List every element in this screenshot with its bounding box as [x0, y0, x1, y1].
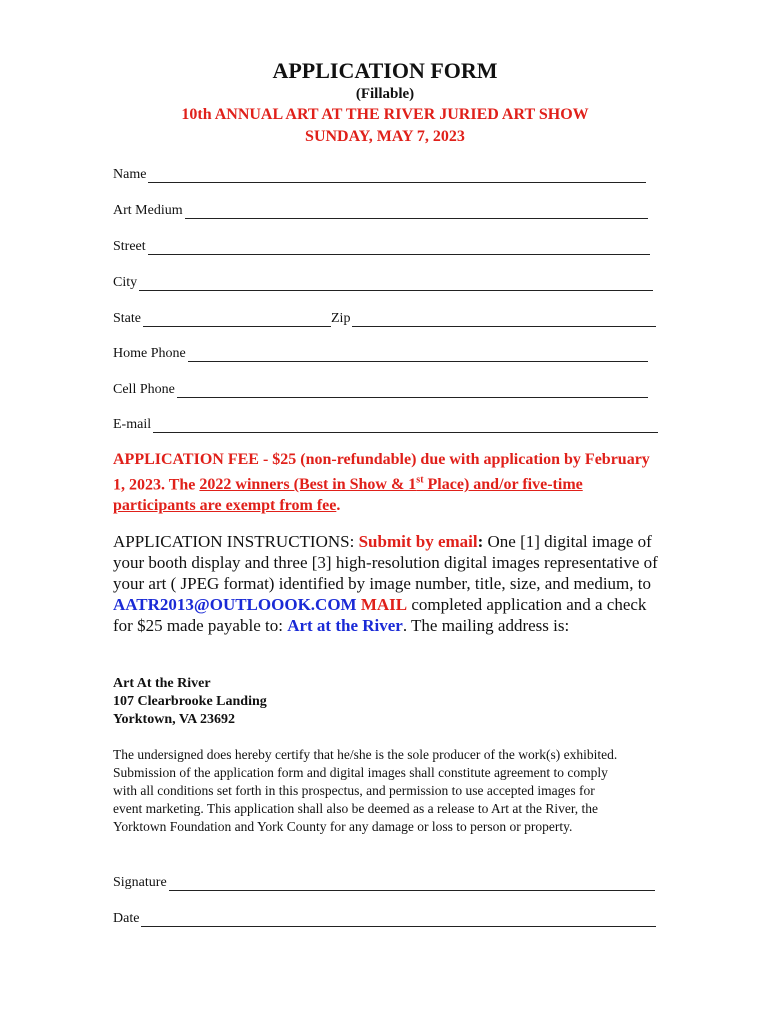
address-line-3: Yorktown, VA 23692: [113, 712, 236, 727]
state-label: State: [113, 311, 141, 326]
street-input-line[interactable]: [148, 238, 650, 255]
name-field[interactable]: [113, 163, 646, 183]
city-label: City: [113, 275, 138, 290]
email-input-line[interactable]: [153, 416, 658, 433]
home-phone-label: Home Phone: [113, 346, 186, 361]
instructions-lead: APPLICATION INSTRUCTIONS:: [113, 532, 359, 551]
mailing-address: [113, 675, 267, 729]
cell-phone-field[interactable]: [113, 378, 648, 398]
instructions-colon: :: [477, 532, 484, 551]
home-phone-input-line[interactable]: [188, 345, 648, 362]
signature-input-line[interactable]: [169, 874, 655, 891]
instructions-text-1: One [1] digital image of your booth display and three [3] high-resolution digital images representative of your art ( JPEG format) identified by image number, title, size, and medium, to: [113, 532, 658, 593]
name-label: Name: [113, 167, 147, 182]
instructions-text-3: . The mailing address is:: [402, 616, 570, 635]
city-input-line[interactable]: [139, 274, 653, 291]
art-medium-label: Art Medium: [113, 203, 183, 218]
instructions-text-2: completed application and a check for $25 made payable to:: [113, 595, 647, 635]
art-medium-input-line[interactable]: [185, 202, 648, 219]
home-phone-field[interactable]: [113, 342, 648, 362]
address-line-1: Art At the River: [113, 676, 211, 691]
email-field[interactable]: [113, 413, 658, 433]
fee-text: APPLICATION FEE - $25 (non-refundable) due with application by February 1, 2023. The: [113, 451, 650, 494]
form-header: [0, 58, 770, 148]
date-input-line[interactable]: [141, 910, 656, 927]
cell-phone-input-line[interactable]: [177, 381, 648, 398]
email-label: E-mail: [113, 417, 152, 432]
form-title: APPLICATION FORM: [272, 58, 498, 83]
mail-label: MAIL: [356, 595, 408, 614]
date-field[interactable]: [113, 907, 656, 927]
submit-by-email: Submit by email: [358, 532, 478, 551]
art-medium-field[interactable]: [113, 199, 648, 219]
fee-exemption-a: 2022 winners (Best in Show & 1st Place) and/or five-time participants are exempt from fee: [113, 475, 583, 515]
cell-phone-label: Cell Phone: [113, 382, 175, 397]
street-field[interactable]: [113, 235, 650, 255]
address-line-2: 107 Clearbrooke Landing: [113, 694, 267, 709]
application-instructions: [113, 531, 663, 636]
signature-field[interactable]: [113, 871, 655, 891]
show-title: 10th ANNUAL ART AT THE RIVER JURIED ART SHOW: [181, 106, 589, 123]
street-label: Street: [113, 239, 146, 254]
city-field[interactable]: [113, 271, 653, 291]
payee-name: Art at the River: [287, 616, 403, 635]
zip-input-line[interactable]: [352, 310, 656, 327]
zip-label: Zip: [331, 311, 351, 326]
certification-statement: The undersigned does hereby certify that he/she is the sole producer of the work(s) exhibited. Submission of the application form and digital images shall constitute agreement to comply with all conditions set forth in this prospectus, and permission to use accepted images for event marketing. This application shall also be deemed as a release to Art at the River, the Yorktown Foundation and York County for any damage or loss to person or property.: [113, 747, 618, 834]
state-zip-field[interactable]: [113, 307, 656, 327]
signature-label: Signature: [113, 875, 167, 890]
date-label: Date: [113, 911, 140, 926]
state-input-line[interactable]: [143, 310, 331, 327]
name-input-line[interactable]: [148, 166, 646, 183]
submission-email-link[interactable]: AATR2013@OUTLOOOK.COM: [113, 595, 357, 614]
fee-superscript: st: [416, 475, 424, 486]
application-fee-notice: [113, 449, 658, 516]
show-date: SUNDAY, MAY 7, 2023: [305, 128, 465, 145]
fee-end: .: [336, 497, 341, 515]
form-subtitle: (Fillable): [355, 86, 415, 102]
